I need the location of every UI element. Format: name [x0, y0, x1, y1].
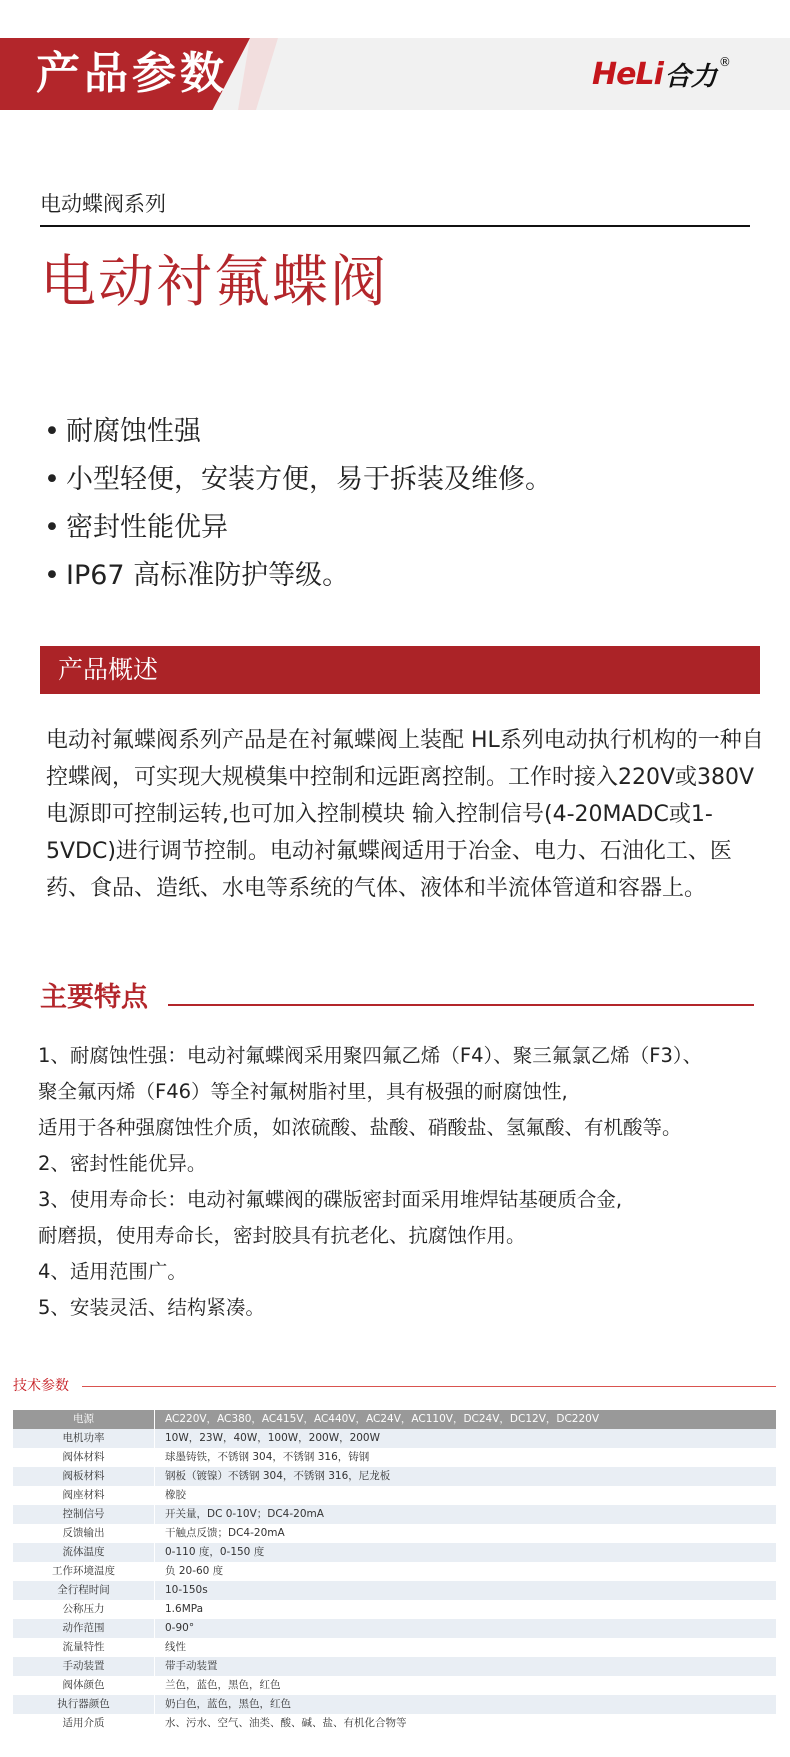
table-row — [13, 1619, 776, 1638]
spec-value: 奶白色，蓝色，黑色，红色 — [155, 1695, 777, 1714]
spec-key: 工作环境温度 — [13, 1562, 155, 1581]
spec-value: AC220V，AC380，AC415V，AC440V，AC24V，AC110V，DC24V，DC12V，DC220V — [155, 1410, 777, 1429]
registered-mark: ® — [718, 55, 731, 69]
spec-value: 水、污水、空气、油类、酸、碱、盐、有机化合物等 — [155, 1714, 777, 1733]
spec-value: 钢板（镀镍）不锈钢 304，不锈钢 316，尼龙板 — [155, 1467, 777, 1486]
spec-key: 阀板材料 — [13, 1467, 155, 1486]
spec-key: 执行器颜色 — [13, 1695, 155, 1714]
spec-value: 负 20-60 度 — [155, 1562, 777, 1581]
table-row — [13, 1524, 776, 1543]
logo-latin: HeLi — [592, 56, 663, 92]
spec-key: 阀体颜色 — [13, 1676, 155, 1695]
spec-value: 0-90° — [155, 1619, 777, 1638]
spec-value: 球墨铸铁，不锈钢 304，不锈钢 316，铸钢 — [155, 1448, 777, 1467]
spec-key: 流体温度 — [13, 1543, 155, 1562]
spec-value: 0-110 度，0-150 度 — [155, 1543, 777, 1562]
table-row — [13, 1505, 776, 1524]
table-row — [13, 1410, 776, 1429]
spec-value: 干触点反馈；DC4-20mA — [155, 1524, 777, 1543]
spec-key: 反馈输出 — [13, 1524, 155, 1543]
spec-key: 手动装置 — [13, 1657, 155, 1676]
table-row — [13, 1695, 776, 1714]
table-row — [13, 1638, 776, 1657]
series-label: 电动蝶阀系列 — [40, 192, 166, 216]
spec-key: 阀座材料 — [13, 1486, 155, 1505]
table-row — [13, 1429, 776, 1448]
table-row — [13, 1486, 776, 1505]
table-row — [13, 1543, 776, 1562]
spec-key: 全行程时间 — [13, 1581, 155, 1600]
feature-line: 2、密封性能优异。 — [38, 1152, 207, 1175]
table-row — [13, 1467, 776, 1486]
table-row — [13, 1657, 776, 1676]
spec-key: 电源 — [13, 1410, 155, 1429]
spec-value: 10W，23W，40W，100W，200W，200W — [155, 1429, 777, 1448]
table-row — [13, 1714, 776, 1733]
feature-bullets — [44, 408, 552, 600]
table-row — [13, 1581, 776, 1600]
spec-value: 10-150s — [155, 1581, 777, 1600]
spec-value: 线性 — [155, 1638, 777, 1657]
spec-value: 1.6MPa — [155, 1600, 777, 1619]
spec-key: 流量特性 — [13, 1638, 155, 1657]
feature-line: 3、使用寿命长：电动衬氟蝶阀的碟版密封面采用堆焊钴基硬质合金, — [38, 1188, 623, 1211]
features-list — [38, 1038, 790, 1326]
spec-value: 兰色，蓝色，黑色，红色 — [155, 1676, 777, 1695]
spec-key: 阀体材料 — [13, 1448, 155, 1467]
spec-key: 公称压力 — [13, 1600, 155, 1619]
spec-key: 适用介质 — [13, 1714, 155, 1733]
spec-value: 开关量，DC 0-10V；DC4-20mA — [155, 1505, 777, 1524]
tech-title: 技术参数 — [13, 1378, 69, 1394]
table-row — [13, 1676, 776, 1695]
feature-line: 4、适用范围广。 — [38, 1260, 187, 1283]
spec-table — [13, 1410, 776, 1733]
spec-key: 电机功率 — [13, 1429, 155, 1448]
bullet-item: • IP67 高标准防护等级。 — [44, 552, 552, 600]
feature-line: 适用于各种强腐蚀性介质，如浓硫酸、盐酸、硝酸盐、氢氟酸、有机酸等。 — [38, 1116, 682, 1139]
feature-line: 1、耐腐蚀性强：电动衬氟蝶阀采用聚四氟乙烯（F4）、聚三氟氯乙烯（F3）、 — [38, 1044, 703, 1067]
feature-line: 耐磨损，使用寿命长，密封胶具有抗老化、抗腐蚀作用。 — [38, 1224, 526, 1247]
feature-line: 5、安装灵活、结构紧凑。 — [38, 1296, 265, 1319]
spec-value: 橡胶 — [155, 1486, 777, 1505]
table-row — [13, 1600, 776, 1619]
overview-text: 电动衬氟蝶阀系列产品是在衬氟蝶阀上装配 HL系列电动执行机构的一种自控蝶阀，可实现大规模集中控制和远距离控制。工作时接入220V或380V电源即可控制运转,也可加入控制模块 输入控制信号(4-20MADC或1-5VDC)进行调节控制。电动衬氟蝶阀适用于冶金、电力、石油化工、医药、食品、造纸、水电等系统的气体、液体和半流体管道和容器上。 — [46, 728, 764, 901]
tech-divider — [82, 1386, 776, 1387]
spec-value: 带手动装置 — [155, 1657, 777, 1676]
header-title: 产品参数 — [36, 48, 228, 99]
bullet-item: • 密封性能优异 — [44, 504, 552, 552]
bullet-item: • 小型轻便，安装方便，易于拆装及维修。 — [44, 456, 552, 504]
spec-key: 控制信号 — [13, 1505, 155, 1524]
table-row — [13, 1448, 776, 1467]
heli-logo — [592, 54, 731, 94]
spec-key: 动作范围 — [13, 1619, 155, 1638]
product-title: 电动衬氟蝶阀 — [40, 250, 388, 315]
bullet-item: • 耐腐蚀性强 — [44, 408, 552, 456]
features-divider — [168, 1004, 754, 1006]
feature-line: 聚全氟丙烯（F46）等全衬氟树脂衬里，具有极强的耐腐蚀性, — [38, 1080, 568, 1103]
series-divider — [40, 225, 750, 227]
overview-title: 产品概述 — [58, 655, 159, 684]
table-row — [13, 1562, 776, 1581]
features-title: 主要特点 — [40, 982, 148, 1013]
logo-chinese: 合力 — [664, 61, 717, 92]
